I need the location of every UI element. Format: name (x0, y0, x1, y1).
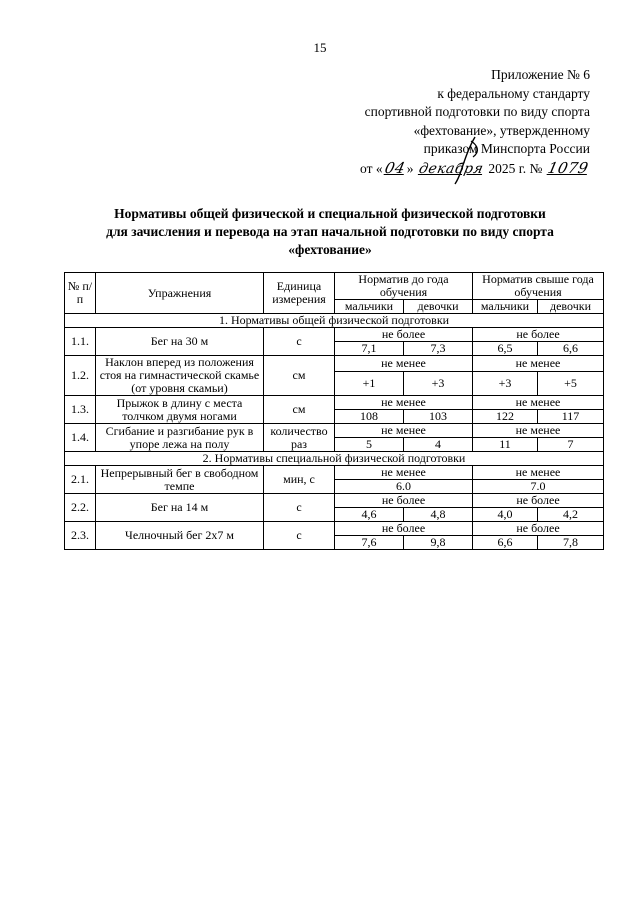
norm-condition: не менее (335, 356, 473, 372)
norm-condition: не более (473, 328, 604, 342)
title-line: «фехтование» (288, 242, 372, 257)
norm-value: 103 (404, 410, 473, 424)
norm-value: 4,6 (335, 508, 404, 522)
norm-value: 6,6 (538, 342, 604, 356)
header-boys: мальчики (473, 300, 538, 314)
norm-value: 4,0 (473, 508, 538, 522)
row-exercise: Сгибание и разгибание рук в упоре лежа на полу (96, 424, 264, 452)
norm-value: 11 (473, 438, 538, 452)
norm-value: 4,8 (404, 508, 473, 522)
row-exercise: Бег на 30 м (96, 328, 264, 356)
date-mid: » (406, 160, 414, 176)
title-line: Нормативы общей физической и специальной физической подготовки (114, 206, 546, 221)
row-num: 2.3. (65, 522, 96, 550)
norm-value: 4,2 (538, 508, 604, 522)
section-heading: 2. Нормативы специальной физической подготовки (65, 452, 604, 466)
title-line: для зачисления и перевода на этап начальной подготовки по виду спорта (106, 224, 554, 239)
row-unit: см (264, 356, 335, 396)
norm-value: 122 (473, 410, 538, 424)
norm-value: 7,1 (335, 342, 404, 356)
row-num: 1.4. (65, 424, 96, 452)
appendix-line: спортивной подготовки по виду спорта (364, 104, 590, 119)
header-girls: девочки (404, 300, 473, 314)
row-exercise: Непрерывный бег в свободном темпе (96, 466, 264, 494)
norm-value: 7,8 (538, 536, 604, 550)
norm-value: 7,3 (404, 342, 473, 356)
norm-condition: не более (335, 522, 473, 536)
row-unit: количество раз (264, 424, 335, 452)
norm-value: +5 (538, 372, 604, 396)
header-girls: девочки (538, 300, 604, 314)
norm-value: 4 (404, 438, 473, 452)
norm-value: 7,6 (335, 536, 404, 550)
page-number: 15 (313, 40, 327, 55)
norm-value: 117 (538, 410, 604, 424)
document-title (60, 205, 600, 259)
row-num: 1.2. (65, 356, 96, 396)
norm-value: 6.0 (335, 480, 473, 494)
norm-value: 9,8 (404, 536, 473, 550)
row-exercise: Челночный бег 2х7 м (96, 522, 264, 550)
signature-mark (443, 135, 503, 185)
appendix-line: «фехтование», утвержденному (413, 122, 590, 138)
norm-value: 6,6 (473, 536, 538, 550)
header-norm-up-to-year: Норматив до года обучения (335, 273, 473, 300)
row-unit: с (264, 522, 335, 550)
norm-condition: не более (335, 494, 473, 508)
row-num: 2.2. (65, 494, 96, 522)
row-unit: мин, с (264, 466, 335, 494)
norm-condition: не менее (335, 466, 473, 480)
header-num: № п/п (65, 273, 96, 314)
norm-condition: не более (473, 522, 604, 536)
handwritten-order-number: 1079 (545, 158, 590, 177)
norm-value: +1 (335, 372, 404, 396)
header-norm-over-year: Норматив свыше года обучения (473, 273, 604, 300)
header-unit: Единица измерения (264, 273, 335, 314)
appendix-line: Приложение № 6 (491, 67, 590, 82)
appendix-line: к федеральному стандарту (437, 85, 590, 101)
norm-value: 7.0 (473, 480, 604, 494)
row-exercise: Наклон вперед из положения стоя на гимнастической скамье (от уровня скамьи) (96, 356, 264, 396)
norm-value: 108 (335, 410, 404, 424)
norm-value: 5 (335, 438, 404, 452)
norm-value: 6,5 (473, 342, 538, 356)
row-unit: с (264, 494, 335, 522)
norm-condition: не менее (335, 424, 473, 438)
row-exercise: Бег на 14 м (96, 494, 264, 522)
norm-value: +3 (473, 372, 538, 396)
norm-condition: не менее (473, 466, 604, 480)
row-unit: с (264, 328, 335, 356)
norms-table (64, 272, 604, 550)
norm-value: 7 (538, 438, 604, 452)
row-exercise: Прыжок в длину с места толчком двумя ногами (96, 396, 264, 424)
norm-condition: не менее (335, 396, 473, 410)
norm-condition: не более (473, 494, 604, 508)
appendix-line: приказом Минспорта России (423, 141, 590, 156)
header-boys: мальчики (335, 300, 404, 314)
year-text: 2025 г. № (488, 160, 543, 176)
norm-condition: не менее (473, 396, 604, 410)
header-exercise: Упражнения (96, 273, 264, 314)
norm-condition: не более (335, 328, 473, 342)
row-num: 1.1. (65, 328, 96, 356)
date-prefix: от « (360, 160, 383, 176)
handwritten-month: декабря (417, 160, 485, 177)
row-num: 2.1. (65, 466, 96, 494)
handwritten-day: 04 (382, 158, 407, 177)
section-heading: 1. Нормативы общей физической подготовки (65, 314, 604, 328)
norm-condition: не менее (473, 424, 604, 438)
norm-value: +3 (404, 372, 473, 396)
row-num: 1.3. (65, 396, 96, 424)
row-unit: см (264, 396, 335, 424)
norm-condition: не менее (473, 356, 604, 372)
